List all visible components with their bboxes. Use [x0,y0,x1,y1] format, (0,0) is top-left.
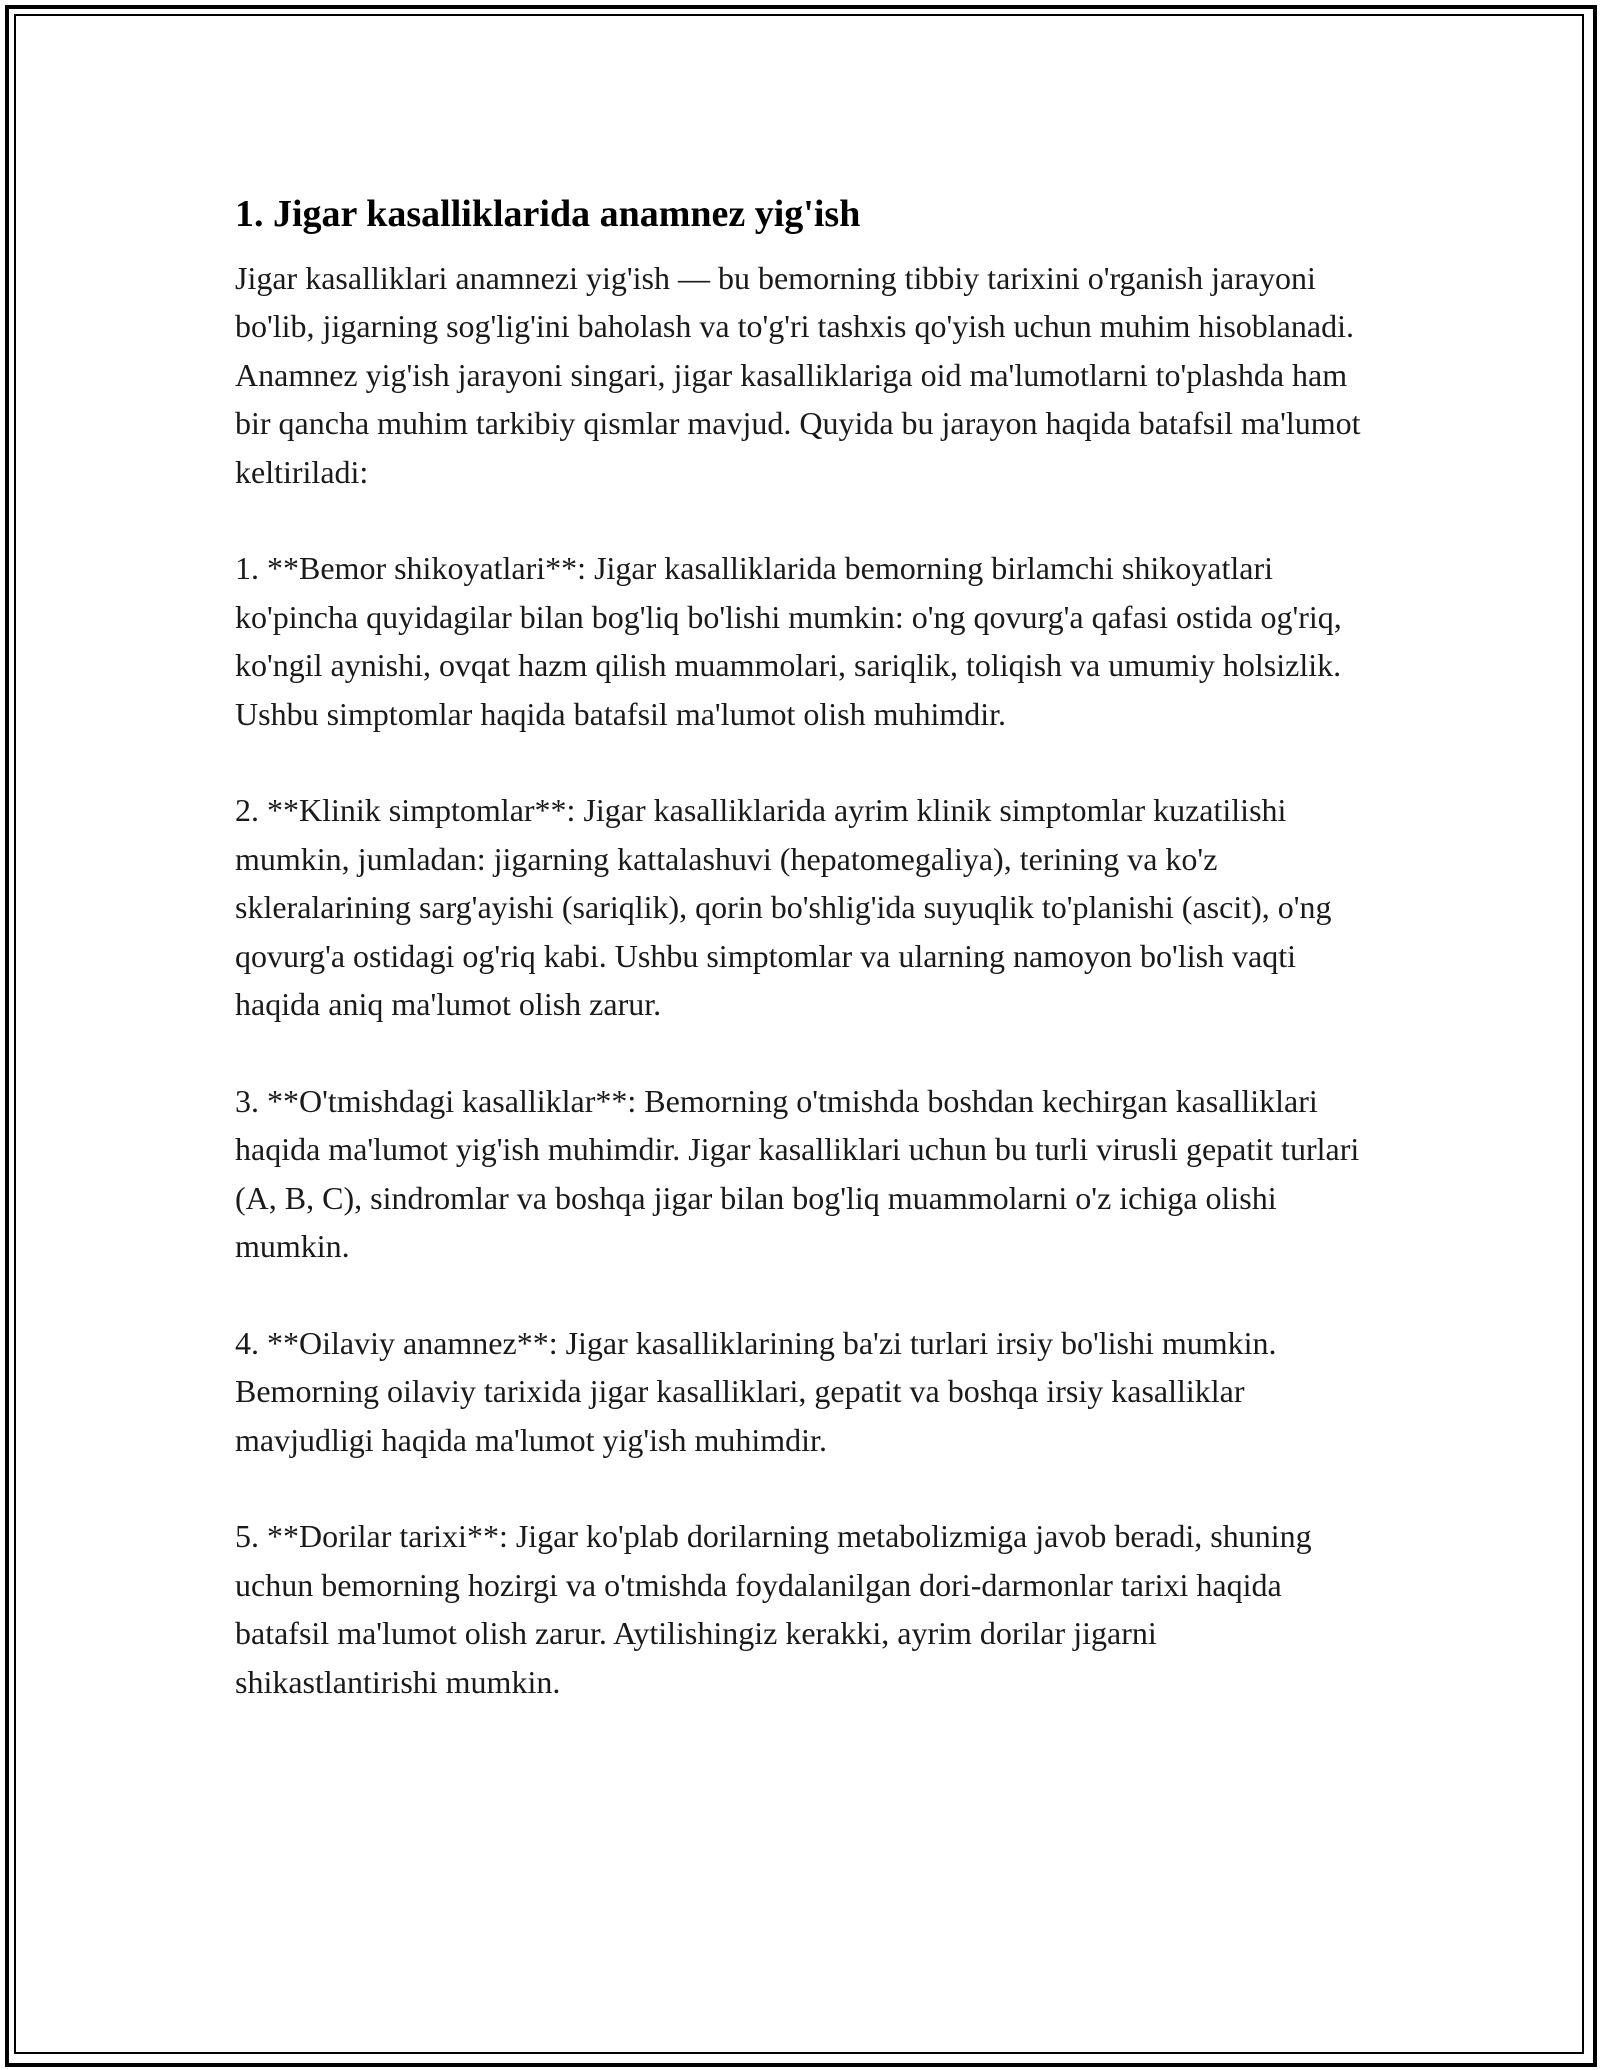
list-item-drug-history: 5. **Dorilar tarixi**: Jigar ko'plab dorilarning metabolizmiga javob beradi, shuning uchun bemorning hozirgi va o'tmishda foydalanilgan dori-darmonlar tarixi haqida batafsil ma'lumot olish zarur. Aytilishingiz kerakki, ayrim dorilar jigarni shikastlantirishi mumkin. [235,1518,1312,1700]
intro-paragraph: Jigar kasalliklari anamnezi yig'ish — bu bemorning tibbiy tarixini o'rganish jarayoni bo'lib, jigarning sog'lig'ini baholash va to'g'ri tashxis qo'yish uchun muhim hisoblanadi. Anamnez yig'ish jarayoni singari, jigar kasalliklariga oid ma'lumotlarni to'plashda ham bir qancha muhim tarkibiy qismlar mavjud. Quyida bu jarayon haqida batafsil ma'lumot keltiriladi: [235,260,1361,490]
paragraph-spacer [235,738,1365,786]
paragraph-spacer [235,1028,1365,1076]
list-item-past-diseases: 3. **O'tmishdagi kasalliklar**: Bemorning o'tmishda boshdan kechirgan kasalliklari haqida ma'lumot yig'ish muhimdir. Jigar kasalliklari uchun bu turli virusli gepatit turlari (A, B, C), sindromlar va boshqa jigar bilan bog'liq muammolarni o'z ichiga olishi mumkin. [235,1082,1360,1265]
section-heading: 1. Jigar kasalliklarida anamnez yig'ish [235,193,861,235]
paragraph-spacer [235,1270,1365,1318]
document-body [235,188,1365,1706]
list-item-clinical-symptoms: 2. **Klinik simptomlar**: Jigar kasalliklarida ayrim klinik simptomlar kuzatilishi mumkin, jumladan: jigarning kattalashuvi (hepatomegaliya), terining va ko'z skleralarining sarg'ayishi (sariqlik), qorin bo'shlig'ida suyuqlik to'planishi (ascit), o'ng qovurg'a ostidagi og'riq kabi. Ushbu simptomlar va ularning namoyon bo'lish vaqti haqida aniq ma'lumot olish zarur. [235,792,1332,1023]
paragraph-spacer [235,496,1365,544]
list-item-complaints: 1. **Bemor shikoyatlari**: Jigar kasalliklarida bemorning birlamchi shikoyatlari ko'pincha quyidagilar bilan bog'liq bo'lishi mumkin: o'ng qovurg'a qafasi ostida og'riq, ko'ngil aynishi, ovqat hazm qilish muammolari, sariqlik, toliqish va umumiy holsizlik. Ushbu simptomlar haqida batafsil ma'lumot olish muhimdir. [235,550,1342,732]
paragraph-spacer [235,1464,1365,1512]
list-item-family-history: 4. **Oilaviy anamnez**: Jigar kasalliklarining ba'zi turlari irsiy bo'lishi mumkin. Bemorning oilaviy tarixida jigar kasalliklari, gepatit va boshqa irsiy kasalliklar mavjudligi haqida ma'lumot yig'ish muhimdir. [235,1324,1277,1458]
